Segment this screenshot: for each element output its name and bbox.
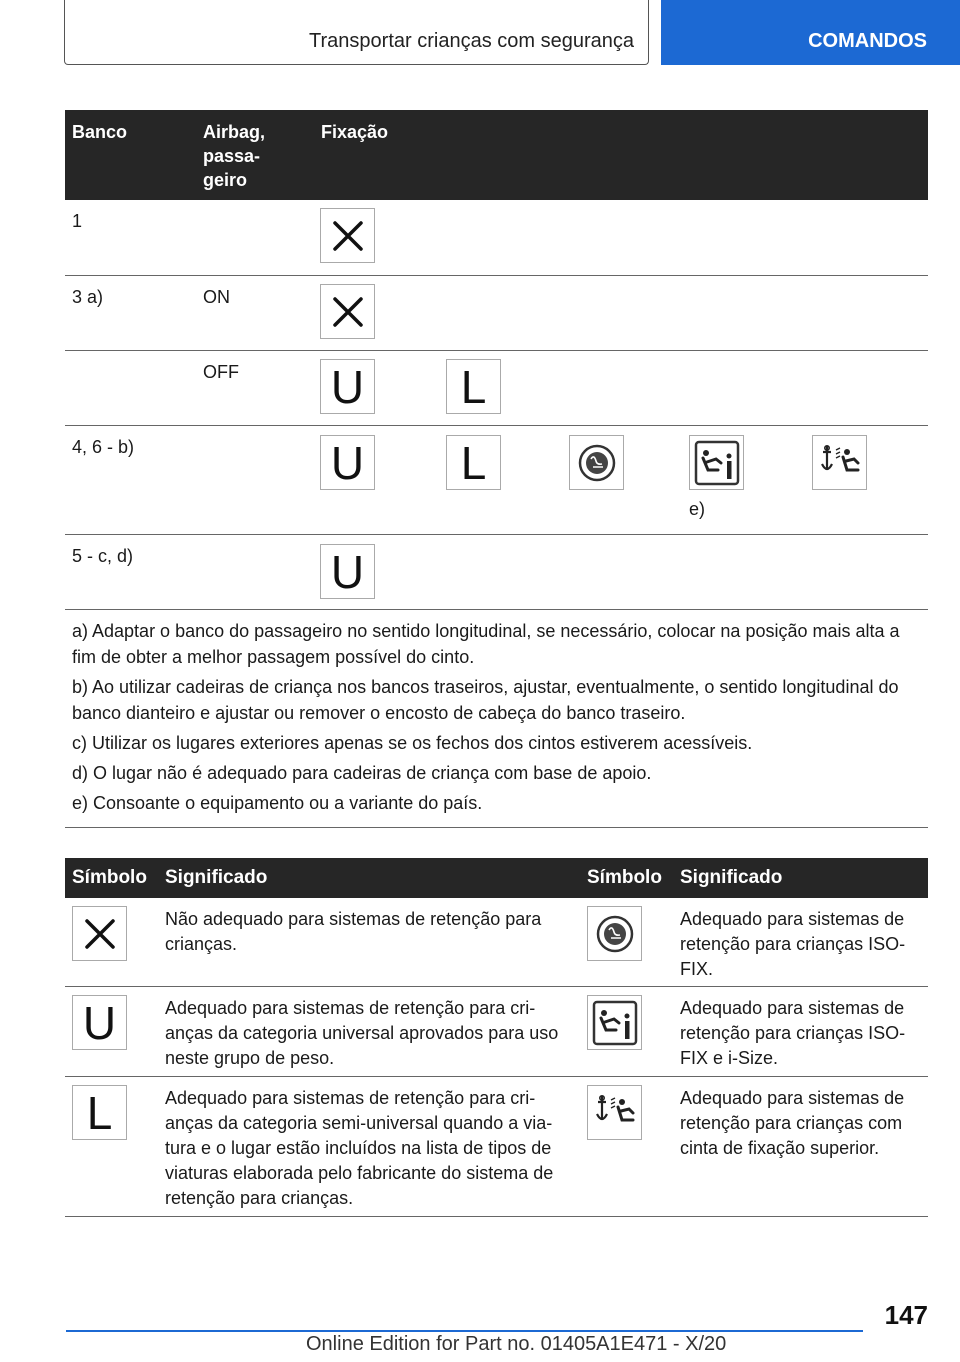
- page-number: 147: [884, 1300, 928, 1330]
- table-header: [65, 110, 928, 200]
- symbol-meaning: Adequado para sistemas de retenção para crianças ISO-FIX e i-Size.: [680, 998, 906, 1068]
- symbol-meaning: Adequado para sistemas de retenção para cri-anças da categoria semi-universal quando a via-tura e o lugar estão incluídos na lista de tipos de viaturas elaborada pelo fabricante do sistema de retenção para crianças.: [165, 1088, 554, 1208]
- table-row: [65, 200, 928, 276]
- isofix-icon: [587, 906, 642, 961]
- table-row: [65, 276, 928, 351]
- symbol-legend-table: [65, 858, 928, 1217]
- symbol-meaning: Não adequado para sistemas de retenção para crianças.: [165, 909, 542, 954]
- semi-universal-l-icon: L: [446, 359, 501, 414]
- semi-universal-l-icon: L: [72, 1085, 127, 1140]
- footnotes: [65, 610, 928, 828]
- table-row: [65, 898, 928, 987]
- table-row: [65, 535, 928, 610]
- seat-number: 5 - c, d): [72, 546, 134, 566]
- airbag-state: OFF: [203, 362, 239, 382]
- universal-u-icon: U: [72, 995, 127, 1050]
- column-header-seat: Banco: [72, 122, 128, 142]
- x-mark-icon: [320, 284, 375, 339]
- header-box: [64, 0, 649, 65]
- symbol-meaning: Adequado para sistemas de retenção para crianças com cinta de fixação superior.: [680, 1088, 905, 1158]
- x-mark-icon: [72, 906, 127, 961]
- section-tab: [661, 0, 960, 65]
- footnote-ref-e: e): [689, 499, 706, 519]
- x-mark-icon: [320, 208, 375, 263]
- footnote-d: d) O lugar não é adequado para cadeiras de criança com base de apoio.: [72, 763, 652, 783]
- isofix-icon: [569, 435, 624, 490]
- footer-divider: [66, 1330, 863, 1332]
- table-row: [65, 1077, 928, 1217]
- seat-number: 4, 6 - b): [72, 437, 135, 457]
- table-row: [65, 426, 928, 535]
- airbag-state: ON: [203, 287, 230, 307]
- seat-fixation-table: [65, 110, 928, 610]
- universal-u-icon: U: [320, 435, 375, 490]
- symbol-meaning: Adequado para sistemas de retenção para cri-anças da categoria universal aprovados para uso neste grupo de peso.: [165, 998, 559, 1068]
- universal-u-icon: U: [320, 544, 375, 599]
- seat-number: 1: [72, 211, 83, 231]
- table-row: [65, 351, 928, 426]
- semi-universal-l-icon: L: [446, 435, 501, 490]
- top-tether-icon: [812, 435, 867, 490]
- footer-edition: Online Edition for Part no. 01405A1E471 - X/20: [306, 1333, 727, 1355]
- column-header-airbag: Airbag, passa- geiro: [203, 122, 266, 190]
- footnote-a: a) Adaptar o banco do passageiro no sentido longitudinal, se necessário, colocar na posição mais alta a fim de obter a melhor passagem possível do cinto.: [72, 621, 900, 667]
- column-header-fixation: Fixação: [321, 122, 389, 142]
- isize-icon: [587, 995, 642, 1050]
- table-header: [65, 858, 928, 898]
- table-row: [65, 987, 928, 1077]
- isize-icon: [689, 435, 744, 490]
- column-header-meaning-2: Significado: [680, 867, 783, 888]
- universal-u-icon: U: [320, 359, 375, 414]
- chapter-title: Transportar crianças com segurança: [309, 30, 634, 52]
- top-tether-icon: [587, 1085, 642, 1140]
- column-header-symbol-2: Símbolo: [587, 867, 662, 888]
- footnote-b: b) Ao utilizar cadeiras de criança nos bancos traseiros, ajustar, eventualmente, o sentido longitudinal do banco dianteiro e ajustar ou remover o encosto de cabeça do banco traseiro.: [72, 677, 899, 723]
- symbol-meaning: Adequado para sistemas de retenção para crianças ISO-FIX.: [680, 909, 906, 979]
- seat-number: 3 a): [72, 287, 104, 307]
- column-header-symbol: Símbolo: [72, 867, 147, 888]
- column-header-meaning: Significado: [165, 867, 268, 888]
- section-label: COMANDOS: [808, 30, 927, 52]
- footnote-c: c) Utilizar os lugares exteriores apenas se os fechos dos cintos estiverem acessíveis.: [72, 733, 753, 753]
- footnote-e: e) Consoante o equipamento ou a variante do país.: [72, 793, 483, 813]
